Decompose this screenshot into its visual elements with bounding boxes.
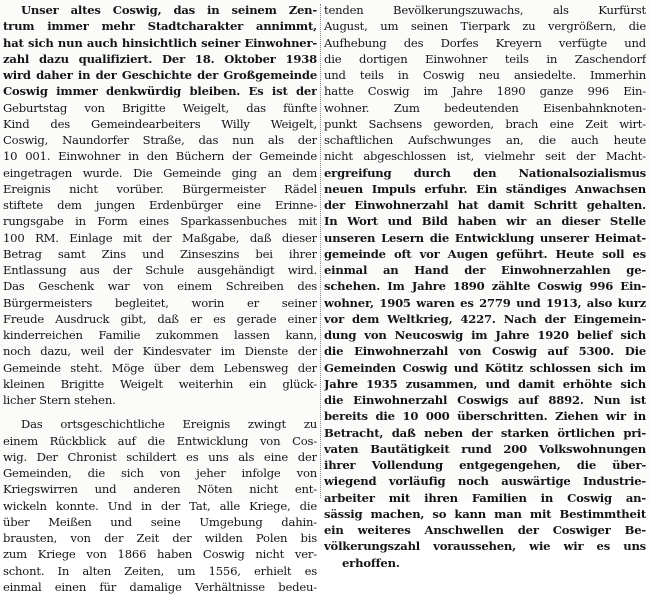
text-line: neuen Impuls erfuhr. Ein ständiges Anwachsen bbox=[324, 181, 646, 196]
text-line: wickeln konnte. Und in der Tat, alle Kriege, die bbox=[3, 498, 317, 513]
text-line: wiegend vorläufig noch auswärtige Industrie- bbox=[324, 474, 646, 489]
text-line: Ereignis nicht vorüber. Bürgermeister Rädel bbox=[3, 181, 317, 196]
text-line: rungsgabe in Form eines Sparkassenbuches mit bbox=[3, 214, 317, 229]
text-line: licher Stern stehen. bbox=[3, 393, 116, 407]
text-line: schaftlichen Aufschwunges an, die auch heute bbox=[324, 133, 646, 147]
text-line: In Wort und Bild haben wir an dieser Stelle bbox=[324, 214, 646, 229]
text-line: Freude Ausdruck gibt, daß er es gerade einer bbox=[3, 311, 317, 326]
text-line: stiftete dem jungen Erdenbürger eine Erinne- bbox=[3, 198, 317, 212]
text-line: bereits die 10 000 überschritten. Ziehen wir in bbox=[324, 409, 646, 424]
text-line: Kind des Gemeindearbeiters Willy Weigelt, bbox=[3, 116, 317, 131]
text-line: völkerungszahl voraussehen, wie wir es uns bbox=[324, 539, 646, 554]
text-line: nicht abgeschlossen ist, vielmehr seit der Macht- bbox=[324, 149, 646, 164]
text-line: August, um seinen Tierpark zu vergrößern, die bbox=[324, 19, 646, 34]
text-line: dung von Neucoswig im Jahre 1920 belief sich bbox=[324, 328, 646, 342]
text-line: erhoffen. bbox=[342, 555, 400, 570]
text-line: 100 RM. Einlage mit der Maßgabe, daß dieser bbox=[3, 230, 317, 245]
text-line: eingetragen wurde. Die Gemeinde ging an dem bbox=[3, 165, 317, 180]
text-line: wig. Der Chronist schildert es uns als eine der bbox=[3, 449, 317, 464]
text-line: schehen. Im Jahre 1890 zählte Coswig 996 Ein- bbox=[324, 279, 646, 294]
text-line: wird daher in der Geschichte der Großgemeinde bbox=[3, 68, 317, 82]
text-line: Das ortsgeschichtliche Ereignis zwingt zu bbox=[21, 417, 317, 432]
text-line: Coswig, Naundorfer Straße, das nun als der bbox=[3, 133, 317, 147]
text-line: zum Kriege von 1866 haben Coswig nicht ver- bbox=[3, 547, 317, 562]
text-line: 10 001. Einwohner in den Büchern der Gemeinde bbox=[3, 149, 317, 164]
text-line: brausten, von der Zeit der wilden Polen bis bbox=[3, 531, 317, 545]
text-line: trum immer mehr Stadtcharakter annimmt, bbox=[3, 19, 317, 34]
text-line: sässig machen, so kann man mit Bestimmtheit bbox=[324, 506, 646, 521]
text-line: Bürgermeisters begleitet, worin er seiner bbox=[3, 295, 317, 310]
paragraph-gap bbox=[3, 408, 317, 416]
text-line: Entlassung aus der Schule ausgehändigt wird. bbox=[3, 263, 317, 277]
text-line: über Meißen und seine Umgebung dahin- bbox=[3, 514, 317, 529]
text-line: Unser altes Coswig, das in seinem Zen- bbox=[21, 3, 317, 17]
text-line: hat sich nun auch hinsichtlich seiner Einwohner- bbox=[3, 35, 317, 50]
text-line: wohner, 1905 waren es 2779 und 1913, also kurz bbox=[324, 295, 646, 310]
text-line: ein weiteres Anschwellen der Coswiger Be- bbox=[324, 523, 646, 537]
text-line: einmal einen für damalige Verhältnisse bedeu- bbox=[3, 579, 317, 594]
text-line: Aufhebung des Dorfes Kreyern verfügte und bbox=[324, 35, 646, 50]
text-line: Das Geschenk war von einem Schreiben des bbox=[3, 279, 317, 294]
text-line: zahl dazu qualifiziert. Der 18. Oktober 1938 bbox=[3, 51, 317, 66]
article-column-left bbox=[3, 2, 317, 595]
text-line: die Einwohnerzahl Coswigs auf 8892. Nun ist bbox=[324, 393, 646, 407]
text-line: Kriegswirren und anderen Nöten nicht ent- bbox=[3, 482, 317, 497]
column-divider bbox=[320, 4, 321, 498]
text-line: hatte Coswig im Jahre 1890 ganze 996 Ein- bbox=[324, 84, 646, 99]
text-line: Coswig immer denkwürdig bleiben. Es ist der bbox=[3, 84, 317, 99]
text-line: die Einwohnerzahl von Coswig auf 5300. Die bbox=[324, 344, 646, 359]
text-line: schont. In alten Zeiten, um 1556, erhielt es bbox=[3, 563, 317, 578]
text-line: noch dazu, weil der Kindesvater im Dienste der bbox=[3, 344, 317, 359]
text-line: punkt Sachsens geworden, brach eine Zeit wirt- bbox=[324, 116, 646, 131]
article-column-right bbox=[324, 2, 646, 571]
text-line: Gemeinden, die sich von jeher infolge von bbox=[3, 466, 317, 480]
text-line: Jahre 1935 zusammen, und damit erhöhte sich bbox=[324, 376, 646, 391]
text-line: tenden Bevölkerungszuwachs, als Kurfürst bbox=[324, 3, 646, 17]
text-line: unseren Lesern die Entwicklung unserer Heimat- bbox=[324, 230, 646, 245]
text-line: Betracht, daß neben der starken örtlichen pri- bbox=[324, 425, 646, 440]
text-line: einem Rückblick auf die Entwicklung von Cos- bbox=[3, 433, 317, 448]
text-line: ihrer Vollendung entgegengehen, die über- bbox=[324, 458, 646, 472]
text-line: kleinen Brigitte Weigelt weiterhin ein glück- bbox=[3, 376, 317, 391]
text-line: Gemeinde steht. Möge über dem Lebensweg der bbox=[3, 360, 317, 375]
text-line: der Einwohnerzahl hat damit Schritt gehalten. bbox=[324, 198, 646, 212]
text-line: vaten Bautätigkeit rund 200 Volkswohnungen bbox=[324, 441, 646, 456]
text-line: ergreifung durch den Nationalsozialismus bbox=[324, 165, 646, 180]
text-line: kinderreichen Familie zukommen lassen kann, bbox=[3, 328, 317, 342]
text-line: gemeinde oft vor Augen geführt. Heute soll es bbox=[324, 246, 646, 261]
text-line: arbeiter mit ihren Familien in Coswig an- bbox=[324, 490, 646, 505]
text-line: und teils in Coswig neu ansiedelte. Immerhin bbox=[324, 68, 646, 82]
text-line: die dortigen Einwohner teils in Zaschendorf bbox=[324, 51, 646, 66]
text-line: einmal an Hand der Einwohnerzahlen ge- bbox=[324, 263, 646, 277]
text-line: vor dem Weltkrieg, 4227. Nach der Eingemein- bbox=[324, 311, 646, 326]
text-line: Betrag samt Zins und Zinseszins bei ihrer bbox=[3, 246, 317, 261]
text-line: Geburtstag von Brigitte Weigelt, das fünfte bbox=[3, 100, 317, 115]
text-line: Gemeinden Coswig und Kötitz schlossen sich im bbox=[324, 360, 646, 375]
text-line: wohner. Zum bedeutenden Eisenbahnknoten- bbox=[324, 100, 646, 115]
